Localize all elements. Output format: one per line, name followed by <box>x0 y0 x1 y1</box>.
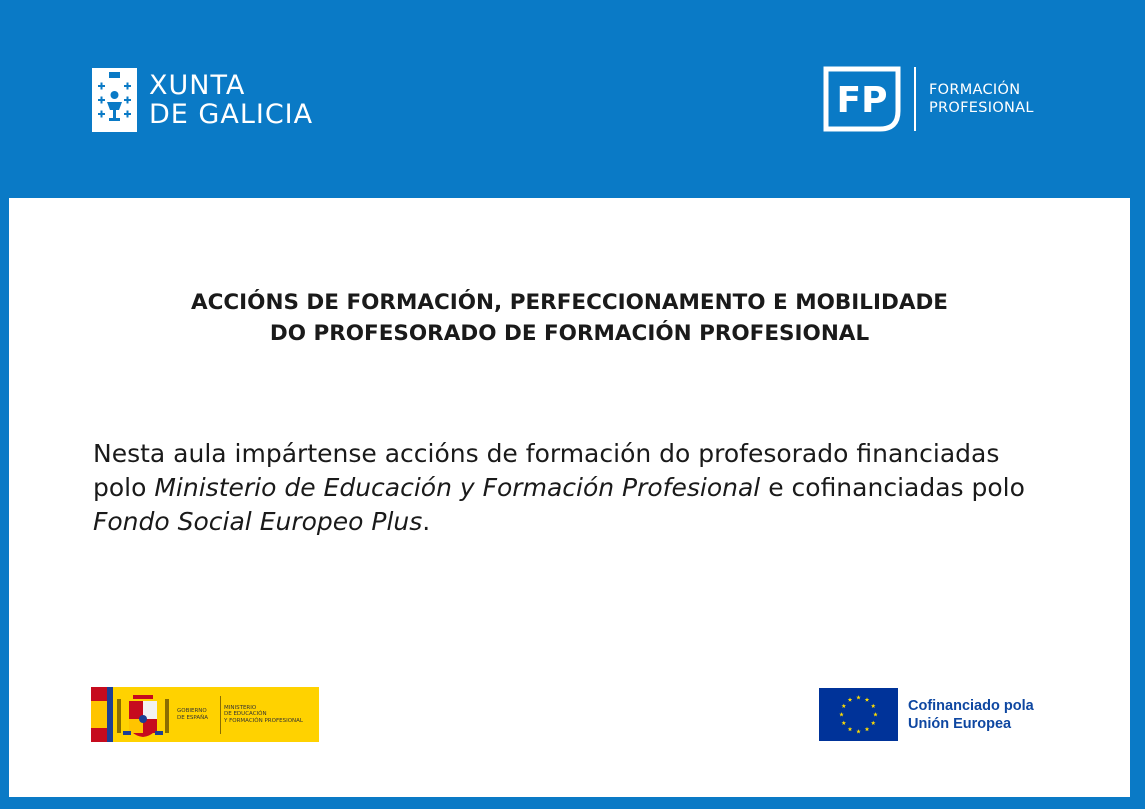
body-ministry: Ministerio de Educación y Formación Profesional <box>154 473 761 502</box>
fp-mark: FP <box>836 80 888 121</box>
spain-flag-icon <box>91 687 107 742</box>
ministry-label <box>224 705 303 725</box>
fp-logo-icon <box>823 66 901 132</box>
gobierno-line2: DE ESPAÑA <box>177 714 209 721</box>
fp-line1: FORMACIÓN <box>929 82 1021 98</box>
title-line2: DO PROFESORADO DE FORMACIÓN PROFESIONAL <box>269 321 870 346</box>
xunta-shield-icon <box>92 68 137 132</box>
gobierno-divider <box>220 696 221 734</box>
body-end: . <box>422 507 431 536</box>
gobierno-label <box>177 708 217 721</box>
fp-logo <box>823 66 1034 132</box>
ministry-line3: Y FORMACIÓN PROFESIONAL <box>224 717 303 724</box>
page-title <box>9 287 1130 349</box>
body-paragraph <box>93 437 1053 539</box>
eu-logo <box>819 688 1034 741</box>
xunta-logo <box>92 68 313 132</box>
gobierno-line1: GOBIERNO <box>177 708 207 714</box>
fp-line2: PROFESIONAL <box>929 100 1034 116</box>
title-line1: ACCIÓNS DE FORMACIÓN, PERFECCIONAMENTO E MOBILIDADE <box>190 290 948 315</box>
xunta-line1: XUNTA <box>149 70 246 101</box>
gobierno-logo <box>91 687 319 742</box>
body-fund: Fondo Social Europeo Plus <box>93 507 423 536</box>
eu-line1: Cofinanciado pola <box>908 697 1034 714</box>
eu-line2: Unión Europea <box>908 715 1012 732</box>
spain-coat-of-arms-icon <box>113 687 173 742</box>
xunta-wordmark <box>149 71 313 129</box>
body-part2: e cofinanciadas polo <box>760 473 1025 502</box>
eu-label <box>908 697 1034 733</box>
ministry-line1: MINISTERIO <box>224 704 257 711</box>
xunta-line2: DE GALICIA <box>149 99 314 130</box>
ministry-line2: DE EDUCACIÓN <box>224 711 267 718</box>
fp-wordmark <box>929 81 1034 117</box>
body-part1: Nesta aula impártense accións de formación do profesorado financiadas polo <box>93 439 1000 502</box>
eu-flag-icon <box>819 688 898 741</box>
fp-divider <box>914 67 916 131</box>
